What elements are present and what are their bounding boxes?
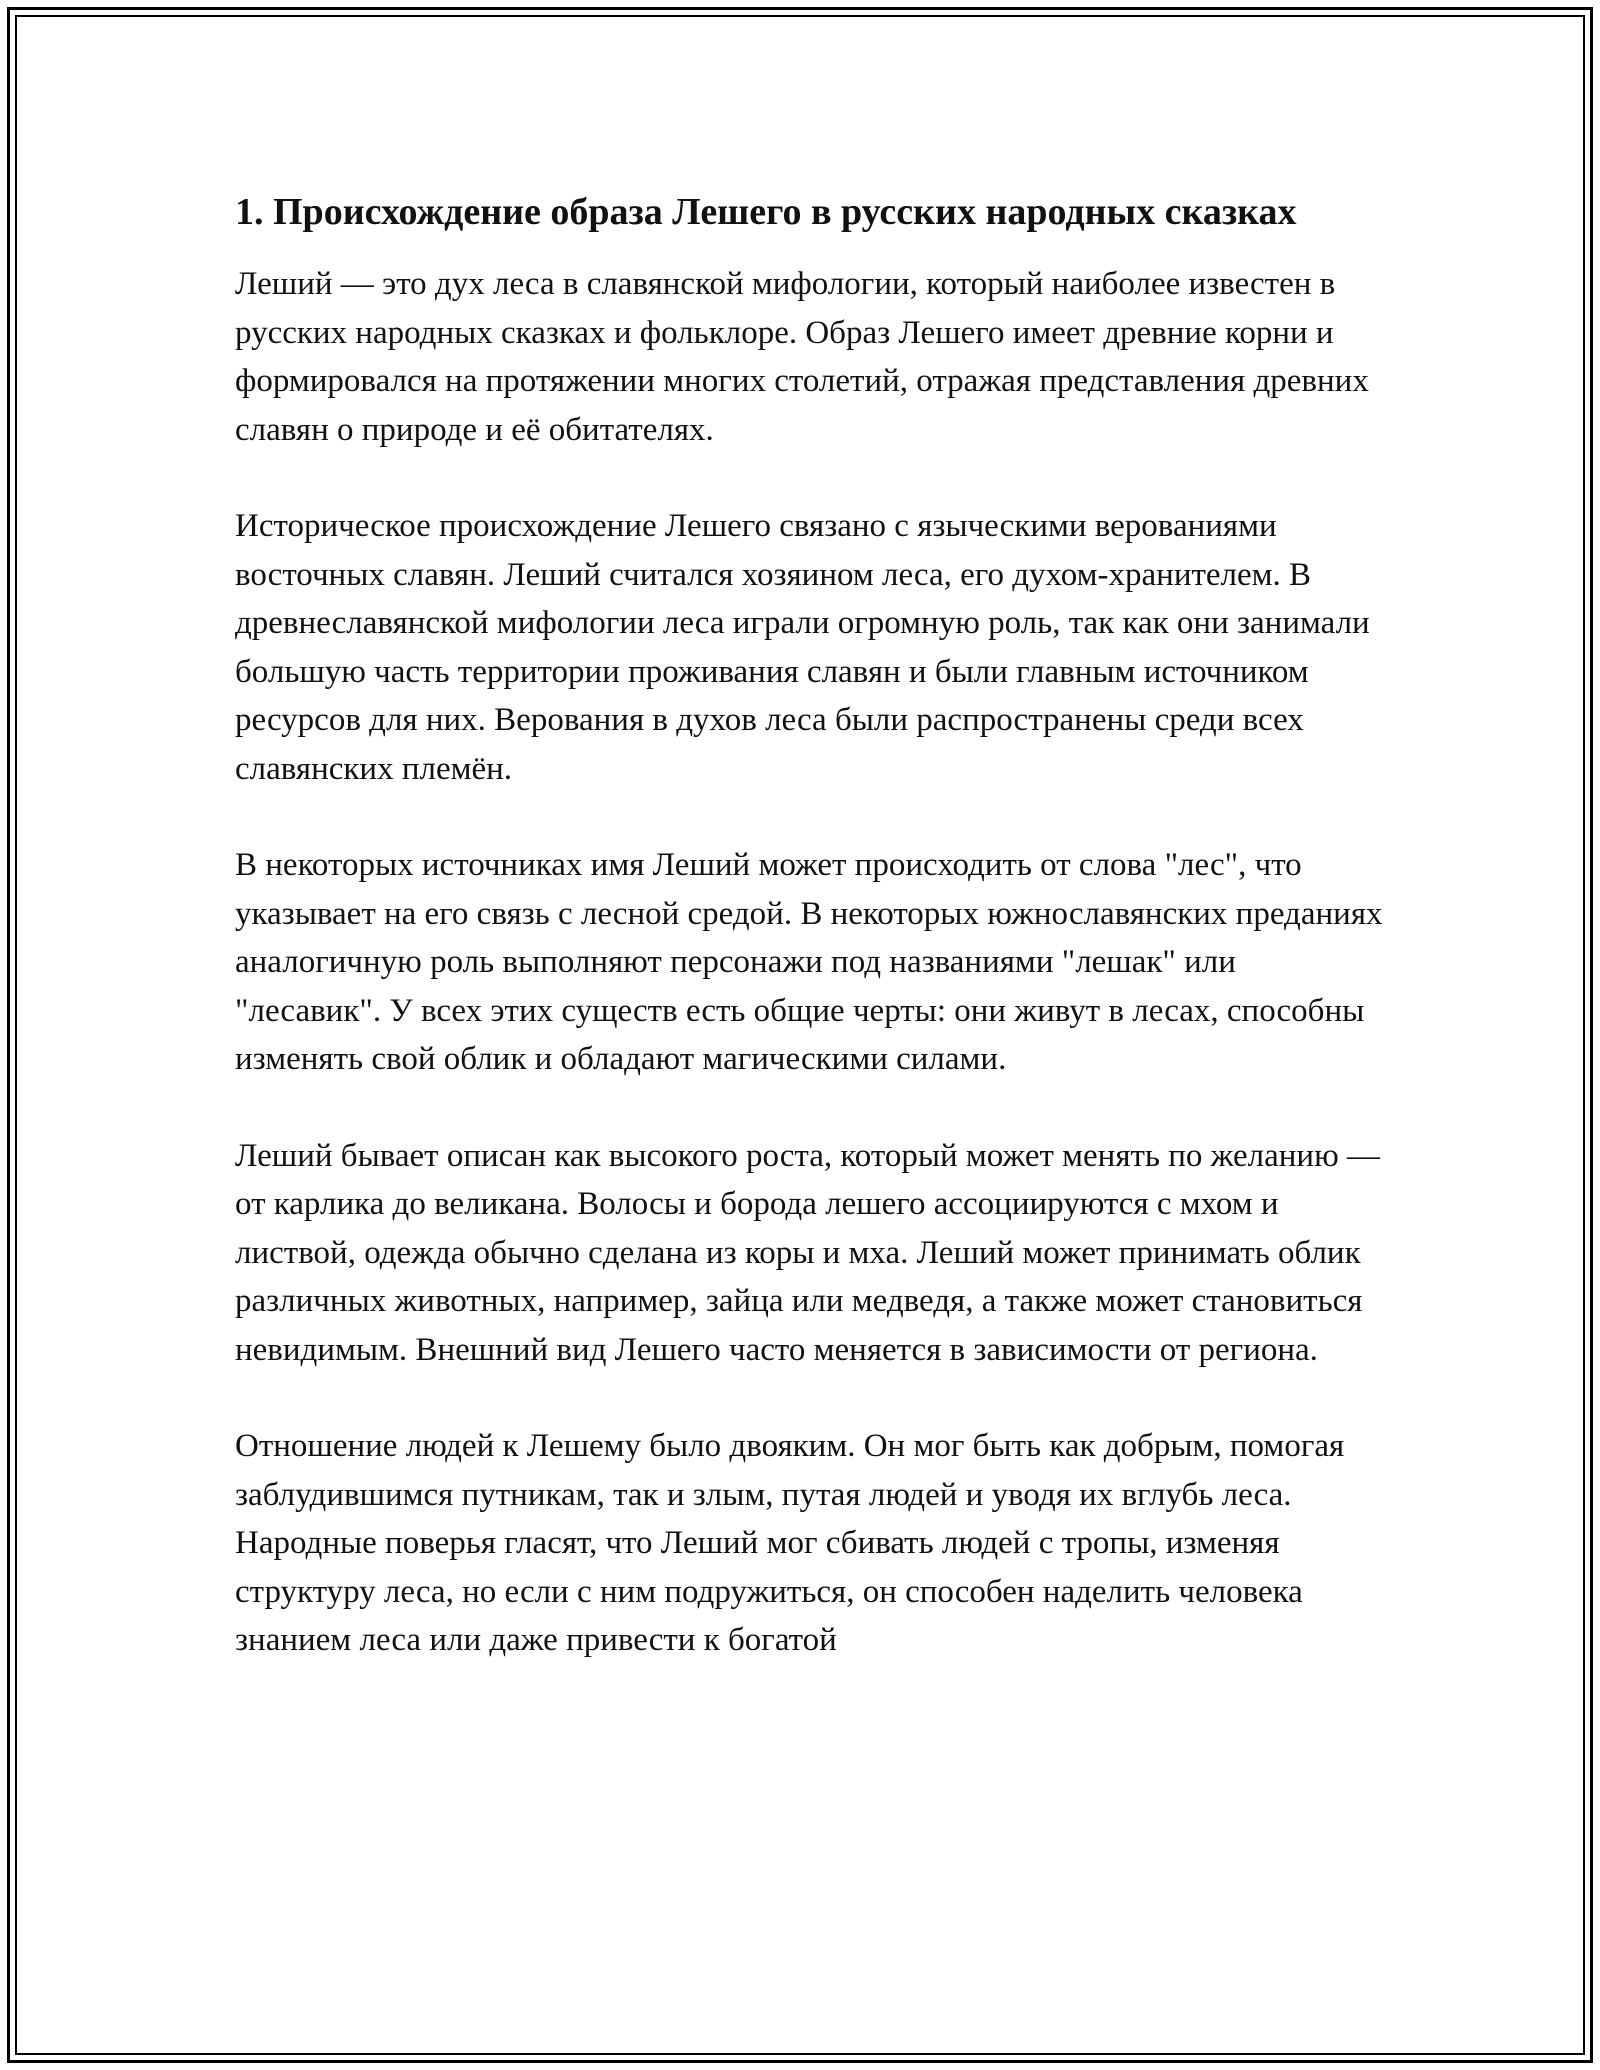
paragraph-history: Историческое происхождение Лешего связано с языческими верованиями восточных славян. Леший считался хозяином леса, его духом-хранителем. В древнеславянской мифологии леса играли огромную роль, так как они занимали большую часть территории проживания славян и были главным источником ресурсов для них. Верования в духов леса были распространены среди всех славянских племён. [235,508,1370,787]
section-heading: 1. Происхождение образа Лешего в русских народных сказках [235,191,1297,233]
document-body [235,185,1385,1713]
paragraph-etymology: В некоторых источниках имя Леший может происходить от слова "лес", что указывает на его связь с лесной средой. В некоторых южнославянских преданиях аналогичную роль выполняют персонажи под названиями "лешак" или "лесавик". У всех этих существ есть общие черты: они живут в лесах, способны изменять свой облик и обладают магическими силами. [235,847,1383,1077]
paragraph-origin: Леший — это дух леса в славянской мифологии, который наиболее известен в русских народных сказках и фольклоре. Образ Лешего имеет древние корни и формировался на протяжении многих столетий, отражая представления древних славян о природе и её обитателях. [235,266,1369,448]
paragraph-appearance: Леший бывает описан как высокого роста, который может менять по желанию — от карлика до великана. Волосы и борода лешего ассоциируются с мхом и листвой, одежда обычно сделана из коры и мха. Леший может принимать облик различных животных, например, зайца или медведя, а также может становиться невидимым. Внешний вид Лешего часто меняется в зависимости от региона. [235,1137,1380,1368]
paragraph-attitude: Отношение людей к Лешему было двояким. Он мог быть как добрым, помогая заблудившимся путникам, так и злым, путая людей и уводя их вглубь леса. Народные поверья гласят, что Леший мог сбивать людей с тропы, изменяя структуру леса, но если с ним подружиться, он способен наделить человека знанием леса или даже привести к богатой [235,1428,1345,1658]
